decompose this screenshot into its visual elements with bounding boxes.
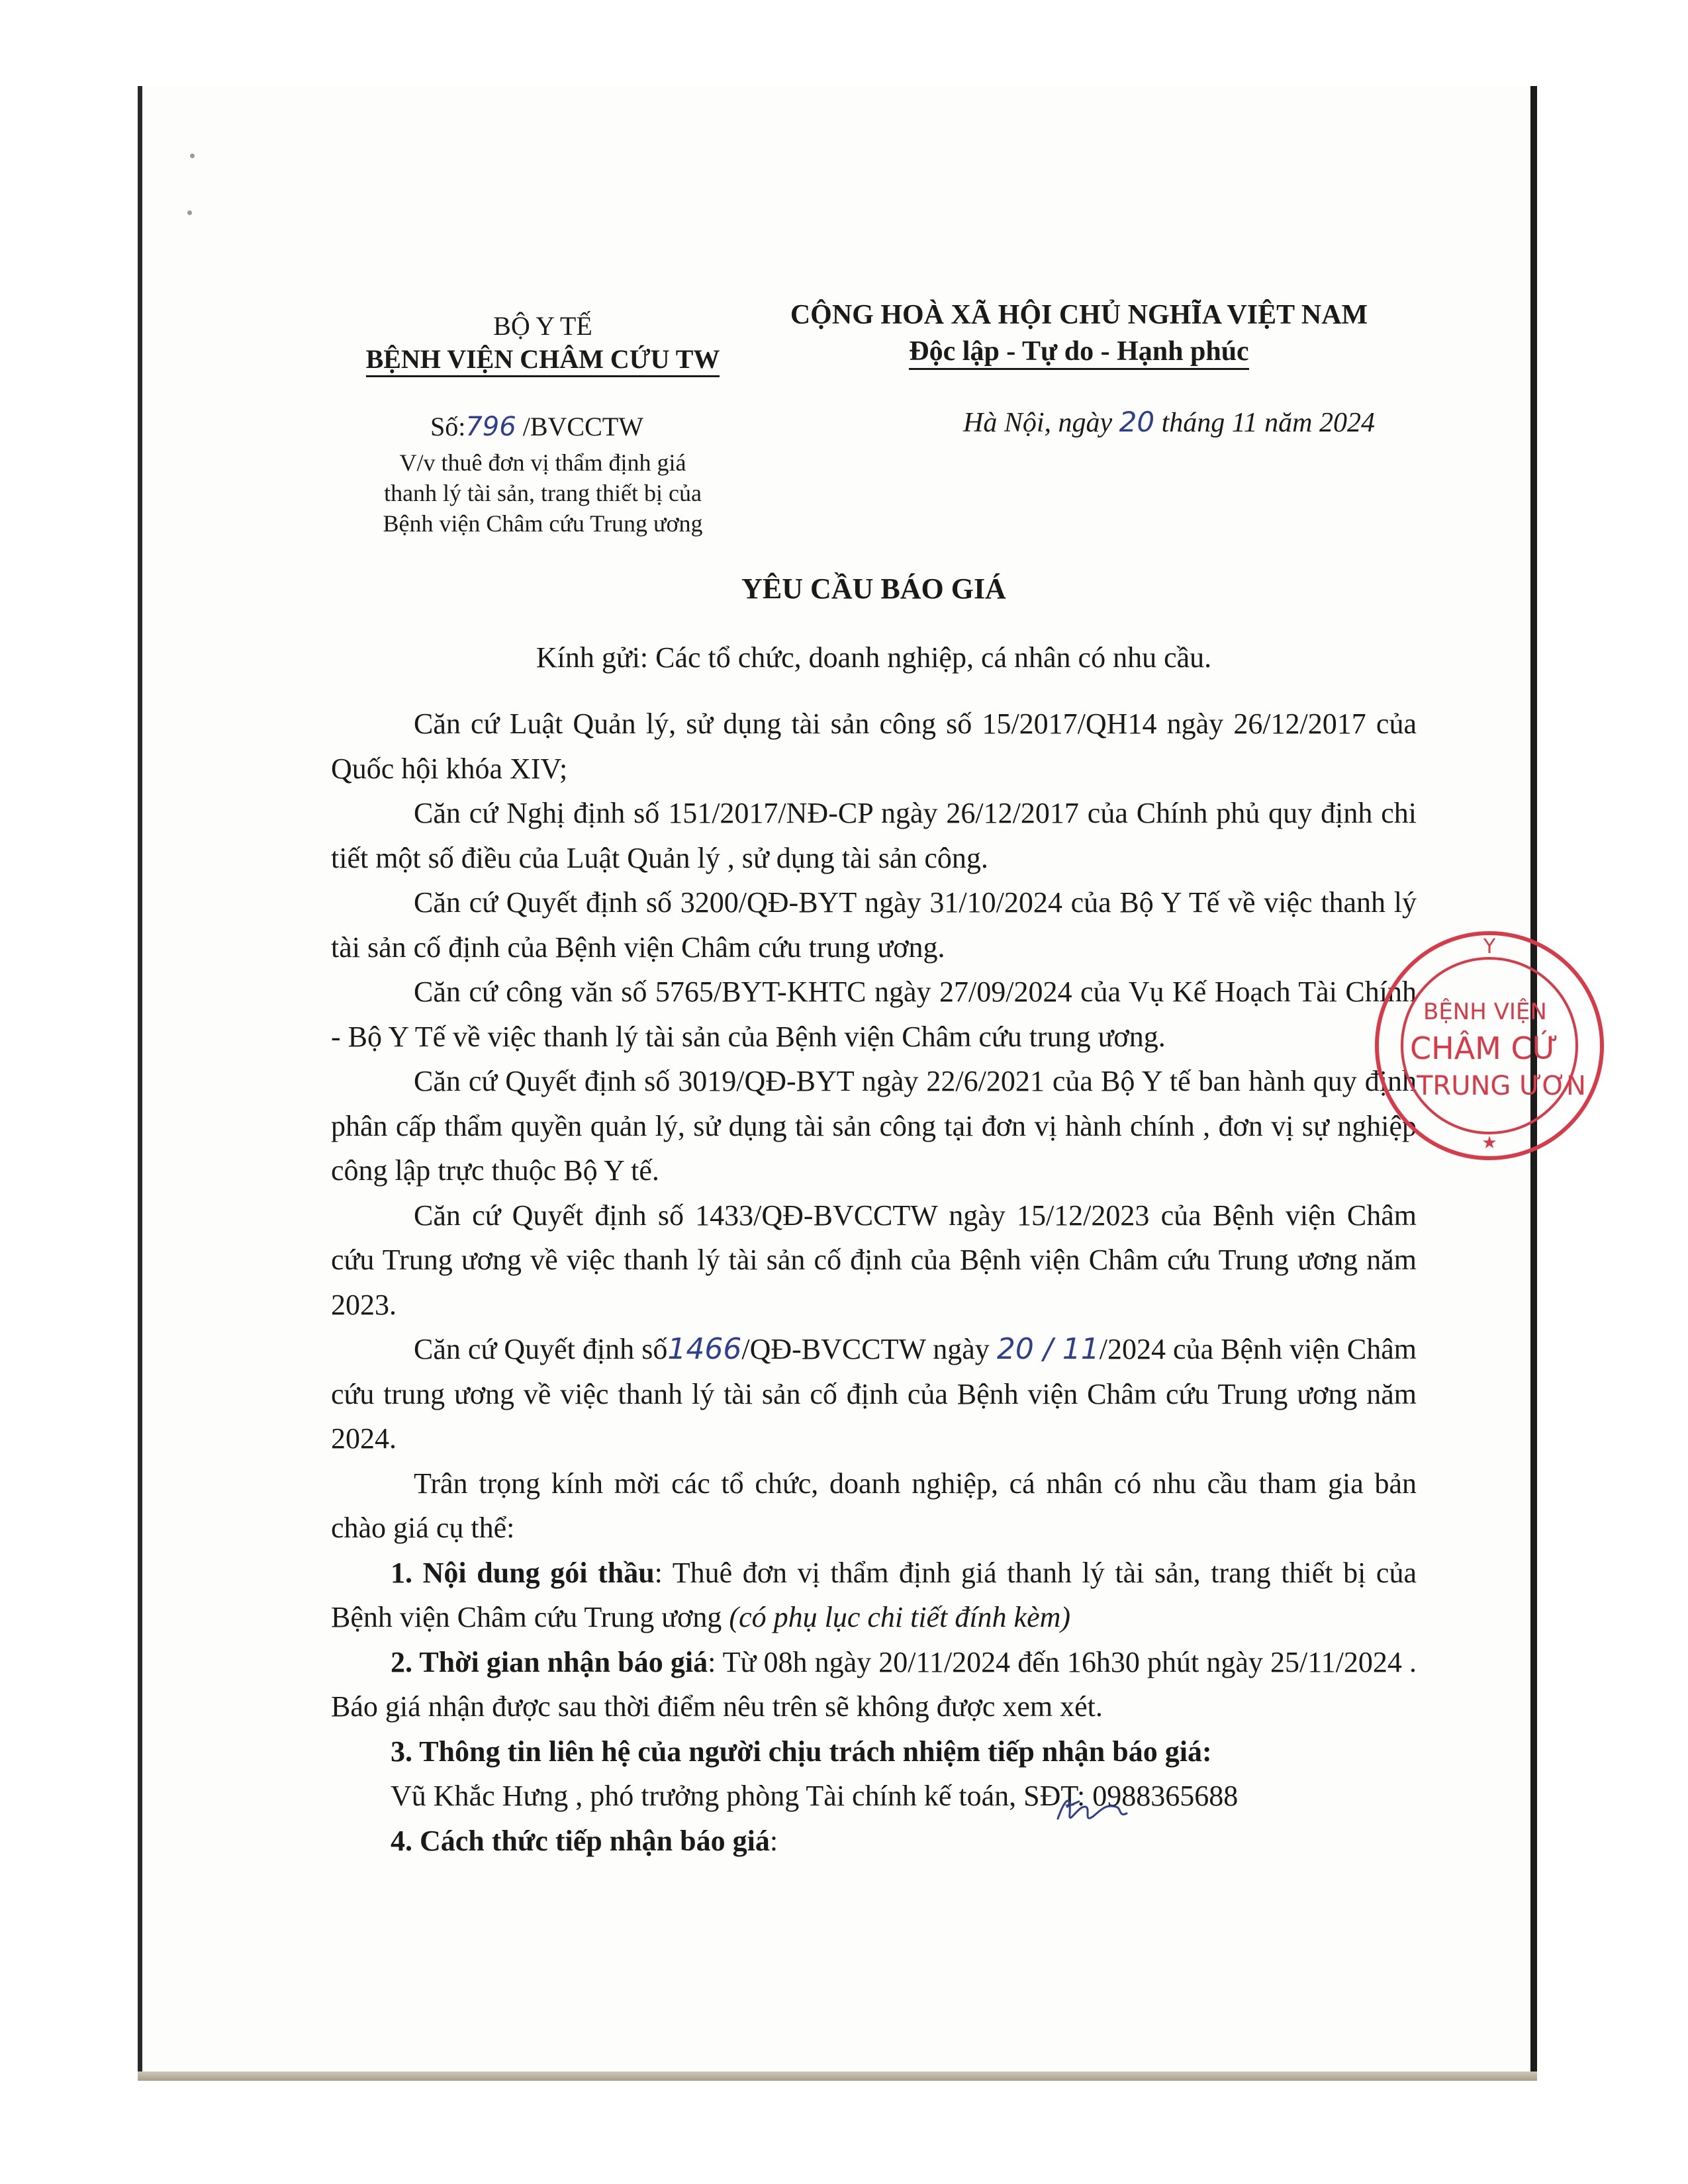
scan-left-edge [138, 86, 142, 2078]
legal-basis-paragraph [331, 1327, 1417, 1461]
section-1-label: 1. Nội dung gói thầu [391, 1556, 655, 1589]
para7-suffix: /2024 của Bệnh viện Châm cứu trung ương về việc thanh lý tài sản cố định của Bệnh viện Châm cứu Trung ương năm 2024. [331, 1333, 1417, 1455]
document-body [331, 702, 1417, 1863]
legal-basis-paragraph: Căn cứ Nghị định số 151/2017/NĐ-CP ngày 26/12/2017 của Chính phủ quy định chi tiết một số điều của Luật Quản lý , sử dụng tài sản công. [331, 797, 1417, 874]
para7-prefix: Căn cứ Quyết định số [414, 1333, 668, 1365]
svg-text:★: ★ [1481, 1133, 1497, 1153]
section-3-label: 3. Thông tin liên hệ của người chịu trách nhiệm tiếp nhận báo giá: [391, 1735, 1212, 1768]
punch-hole-mark [190, 154, 195, 158]
legal-basis-paragraph: Căn cứ Luật Quản lý, sử dụng tài sản công số 15/2017/QH14 ngày 26/12/2017 của Quốc hội khóa XIV; [331, 707, 1417, 785]
national-motto [748, 334, 1410, 369]
para7-middle: /QĐ-BVCCTW ngày [741, 1333, 990, 1365]
date-prefix: Hà Nội, ngày [963, 408, 1113, 438]
decision-date-handwritten: 20 / 11 [996, 1332, 1100, 1366]
hospital-name [351, 343, 735, 376]
subject-line: thanh lý tài sản, trang thiết bị của [384, 480, 702, 506]
section-4-text: : [769, 1824, 778, 1857]
punch-hole-mark [187, 210, 192, 215]
legal-basis-paragraph: Căn cứ Quyết định số 1433/QĐ-BVCCTW ngày 15/12/2023 của Bệnh viện Châm cứu Trung ương về việc thanh lý tài sản cố định của Bệnh viện Châm cứu Trung ương năm 2023. [331, 1199, 1417, 1321]
section-1-note: (có phụ lục chi tiết đính kèm) [729, 1601, 1071, 1633]
scan-bottom-edge [138, 2071, 1537, 2081]
ministry-name: BỘ Y TẾ [493, 311, 592, 341]
section-2-label: 2. Thời gian nhận báo giá [391, 1645, 708, 1678]
date-day-handwritten: 20 [1119, 406, 1155, 438]
doc-number-handwritten: 796 [465, 412, 516, 442]
section-2-text: : Từ 08h ngày 20/11/2024 đến 16h30 phút ngày 25/11/2024 . Báo giá nhận được sau thời điểm nêu trên sẽ không được xem xét. [331, 1645, 1417, 1723]
section-4 [331, 1819, 1417, 1864]
stamp-line-2: CHÂM CỨ [1410, 1030, 1559, 1066]
legal-basis-paragraph: Căn cứ công văn số 5765/BYT-KHTC ngày 27/09/2024 của Vụ Kế Hoạch Tài Chính - Bộ Y Tế về việc thanh lý tài sản của Bệnh viện Châm cứu trung ương. [331, 976, 1417, 1053]
section-4-label: 4. Cách thức tiếp nhận báo giá [391, 1824, 770, 1857]
issue-date [963, 405, 1375, 440]
stamp-seal-icon [1357, 927, 1609, 1178]
official-stamp [1357, 927, 1586, 1178]
legal-basis-paragraph: Căn cứ Quyết định số 3200/QĐ-BYT ngày 31/10/2024 của Bộ Y Tế về việc thanh lý tài sản cố định của Bệnh viện Châm cứu trung ương. [331, 886, 1417, 964]
stamp-line-3: TRUNG ƯƠN [1417, 1071, 1586, 1101]
doc-number-prefix: Số: [430, 412, 466, 441]
stamp-line-1: BỆNH VIỆN [1423, 999, 1547, 1025]
document-number [430, 410, 643, 443]
subject-line: Bệnh viện Châm cứu Trung ương [383, 510, 703, 537]
subject-block [351, 447, 735, 539]
section-2 [331, 1640, 1417, 1729]
signature-initials [1053, 1787, 1132, 1837]
recipient-line: Kính gửi: Các tổ chức, doanh nghiệp, cá nhân có nhu cầu. [536, 641, 1212, 674]
section-3-contact: Vũ Khắc Hưng , phó trưởng phòng Tài chính kế toán, SĐT: 0988365688 [391, 1780, 1239, 1812]
doc-number-suffix: /BVCCTW [522, 412, 643, 441]
hospital-name-text: BỆNH VIỆN CHÂM CỨU TW [366, 344, 720, 377]
national-motto-text: Độc lập - Tự do - Hạnh phúc [909, 336, 1248, 370]
section-1 [331, 1551, 1417, 1640]
legal-basis-paragraph: Căn cứ Quyết định số 3019/QĐ-BYT ngày 22/6/2021 của Bộ Y tế ban hành quy định phân cấp thẩm quyền quản lý, sử dụng tài sản công tại đơn vị hành chính , đơn vị sự nghiệp công lập trực thuộc Bộ Y tế. [331, 1065, 1417, 1187]
subject-line: V/v thuê đơn vị thẩm định giá [399, 449, 686, 476]
country-name: CỘNG HOÀ XÃ HỘI CHỦ NGHĨA VIỆT NAM [790, 300, 1368, 330]
decision-number-handwritten: 1466 [667, 1332, 742, 1366]
section-3 [331, 1729, 1417, 1774]
stamp-top-letter: Y [1483, 935, 1496, 958]
date-suffix: tháng 11 năm 2024 [1161, 408, 1375, 438]
invitation-paragraph: Trân trọng kính mời các tổ chức, doanh nghiệp, cá nhân có nhu cầu tham gia bản chào giá cụ thể: [331, 1467, 1417, 1544]
section-1-text: : Thuê đơn vị thẩm định giá thanh lý tài sản, trang thiết bị của Bệnh viện Châm cứu Trung ương [331, 1556, 1417, 1633]
document-title: YÊU CẦU BÁO GIÁ [741, 572, 1006, 605]
